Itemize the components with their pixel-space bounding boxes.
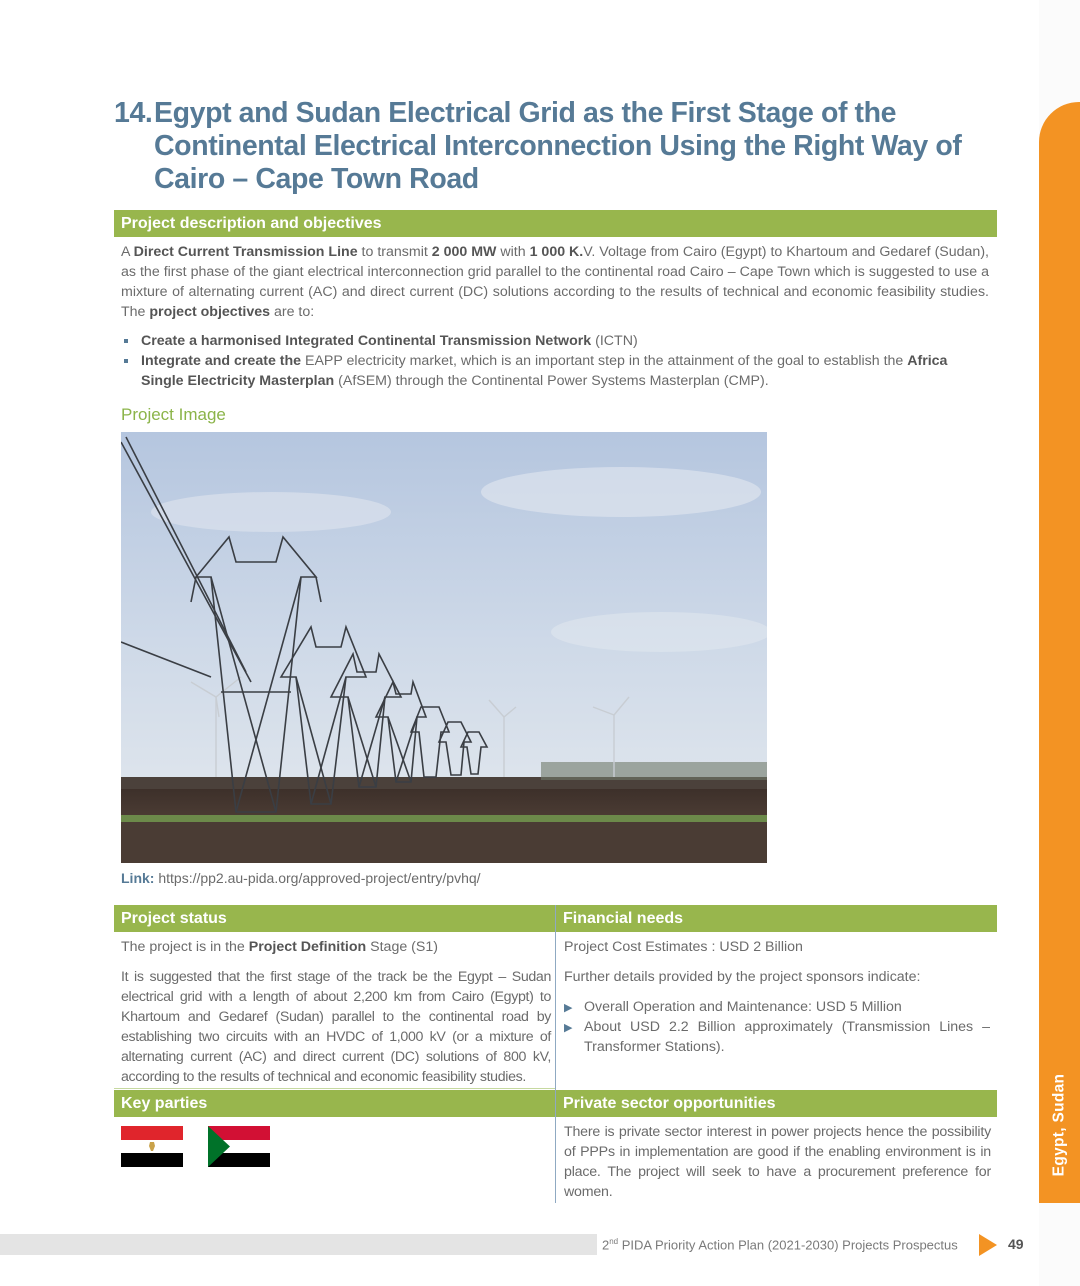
project-photo [121, 432, 767, 863]
financial-item-text: About USD 2.2 Billion approximately (Transmission Lines – Transformer Stations). [584, 1019, 990, 1055]
country-side-tab [1039, 102, 1080, 1203]
private-sector-text: There is private sector interest in power projects hence the possibility of PPPs in implementation are good if the enabling environment is in place. The project will seek to have a procurement preference for women. [564, 1124, 991, 1200]
bold-text-run: Africa Single Electricity Masterplan [141, 353, 948, 389]
bold-text-run: Integrate and create the [141, 353, 302, 369]
footer-title-text: PIDA Priority Action Plan (2021-2030) Projects Prospectus [618, 1237, 958, 1253]
objectives-list [121, 331, 989, 391]
private-sector-header: Private sector opportunities [556, 1090, 997, 1117]
financial-items-list [564, 997, 990, 1057]
text-run: are to: [270, 304, 315, 320]
objective-text [141, 333, 638, 349]
sudan-flag-icon [208, 1126, 270, 1167]
financial-item-text: Overall Operation and Maintenance: USD 5 Million [584, 999, 902, 1015]
footer-ordinal: 2 [602, 1237, 610, 1253]
cost-estimate-text: Project Cost Estimates : USD 2 Billion [564, 939, 803, 955]
project-image-label: Project Image [121, 405, 226, 424]
text-run: (AfSEM) through the Continental Power Systems Masterplan (CMP). [334, 373, 769, 389]
link-label: Link: [121, 870, 155, 886]
section-number: 14. [114, 97, 153, 129]
description-header: Project description and objectives [114, 210, 997, 237]
triangle-bullet-icon: ▶ [564, 1002, 573, 1014]
financial-item [564, 1017, 990, 1057]
project-status-header: Project status [114, 905, 555, 932]
objective-item [121, 331, 989, 351]
text-run: Stage (S1) [366, 939, 438, 955]
objective-item [121, 351, 989, 391]
country-side-tab-label [1044, 1060, 1074, 1190]
page-title [114, 97, 994, 196]
egypt-flag-icon [121, 1126, 183, 1167]
bold-text-run: Direct Current Transmission Line [133, 244, 358, 260]
title-text: Egypt and Sudan Electrical Grid as the First Stage of the Continental Electrical Interconnection Using the Right Way of Cairo – Cape Town Road [154, 97, 962, 195]
project-status-details: It is suggested that the first stage of the track be the Egypt – Sudan electrical grid with a length of about 2,200 km from Cairo (Egypt) to Khartoum and Gedaref (Sudan) parallel to the continental road by establishing two circuits with an HVDC of 1,000 kV (or a mixture of alternating current (AC) and direct current (DC) solutions of 800 kV, according to the results of technical and economic feasibility studies. [121, 969, 551, 1085]
financial-item [564, 997, 990, 1017]
bold-text-run: 1 000 K. [529, 244, 584, 260]
key-parties-header: Key parties [114, 1090, 555, 1117]
financial-needs-header: Financial needs [556, 905, 997, 932]
page-number: 49 [1008, 1236, 1024, 1252]
triangle-bullet-icon: ▶ [564, 1022, 573, 1034]
side-tab-text: Egypt, Sudan [1050, 1073, 1068, 1177]
text-run: V. Voltage from Cairo (Egypt) to Khartoum and Gedaref (Sudan), as the first phase of the giant electrical interconnection grid parallel to the continental road Cairo – Cape Town which is suggested to use a mixture of alternating current (AC) and direct current (DC) solutions according to the results of technical and economic feasibility studies. The [121, 244, 989, 320]
project-stage-text [121, 937, 551, 957]
bold-text-run: project objectives [149, 304, 271, 320]
footer-arrow-icon [979, 1234, 997, 1256]
project-link-line [121, 870, 481, 886]
footer-publication-title [602, 1237, 958, 1252]
transmission-towers-photo [121, 432, 767, 863]
financial-intro-text: Further details provided by the project sponsors indicate: [564, 969, 921, 985]
text-run: EAPP electricity market, which is an important step in the attainment of the goal to establish the [301, 353, 908, 369]
text-run: to transmit [357, 244, 432, 260]
table-column-divider [555, 905, 556, 1203]
footer-ordinal-suffix: nd [609, 1237, 619, 1246]
project-link[interactable]: https://pp2.au-pida.org/approved-project/entry/pvhq/ [158, 870, 481, 886]
text-run: (ICTN) [591, 333, 638, 349]
text-run: The project is in the [121, 939, 249, 955]
bullet-square-icon [124, 359, 128, 363]
bold-text-run: Project Definition [248, 939, 367, 955]
footer-bar [0, 1234, 597, 1255]
text-run: with [496, 244, 530, 260]
bold-text-run: Create a harmonised Integrated Continental Transmission Network [141, 333, 592, 349]
bullet-square-icon [124, 339, 128, 343]
text-run: A [121, 244, 134, 260]
bold-text-run: 2 000 MW [431, 244, 497, 260]
description-paragraph [121, 242, 989, 322]
row-divider [114, 1088, 555, 1089]
objective-text [141, 353, 947, 389]
